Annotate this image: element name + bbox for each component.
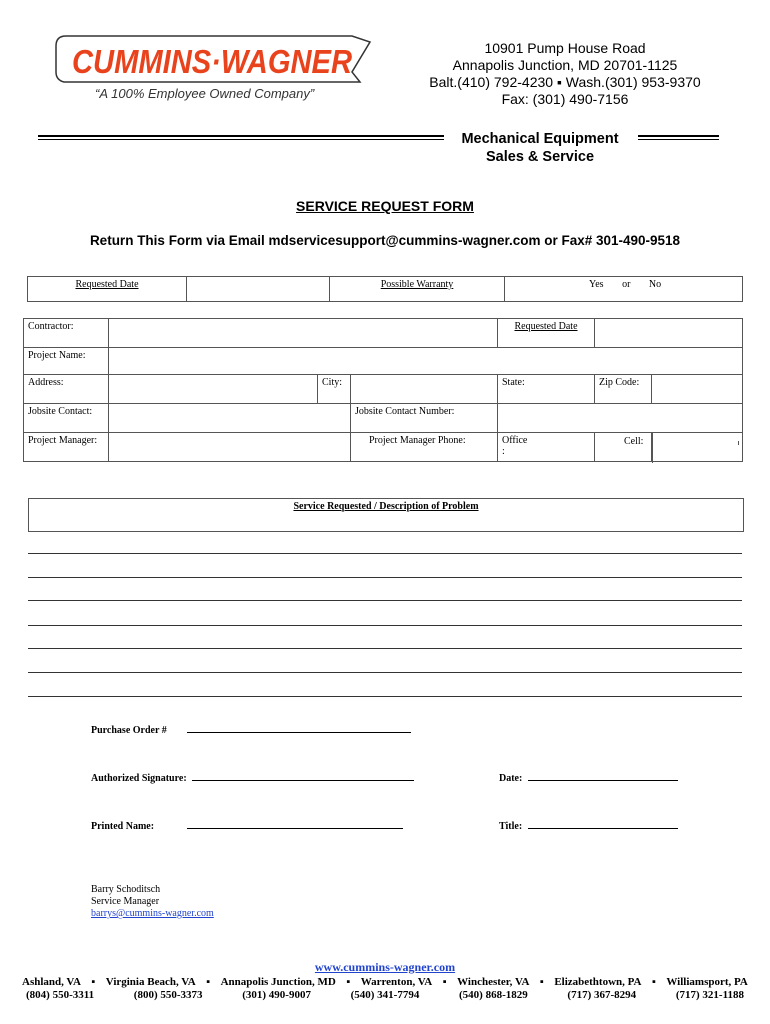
location: Virginia Beach, VA [105,976,196,988]
location: Winchester, VA [457,976,530,988]
authorized-signature-label: Authorized Signature: [91,773,187,784]
address-line: Balt.(410) 792-4230 ▪ Wash.(301) 953-9370 [429,74,701,90]
phone: (717) 367-8294 [567,989,637,1001]
title-row [499,818,678,832]
website-link[interactable]: www.cummins-wagner.com [314,960,456,974]
request-info-table [27,276,743,302]
contractor-label: Contractor: [24,319,109,348]
service-description-header: Service Requested / Description of Problem [293,501,479,512]
phone: (800) 550-3373 [133,989,203,1001]
contractor-field[interactable] [109,319,498,348]
purchase-order-label: Purchase Order # [91,725,167,736]
jobsite-contact-field[interactable] [109,404,351,433]
date-label: Date: [499,773,523,784]
purchase-order-field[interactable] [187,722,411,733]
locations-row [22,976,748,989]
requested-date-label: Requested Date [28,277,187,302]
company-address [400,40,730,108]
title-label: Title: [499,821,523,832]
phone: (804) 550-3311 [26,989,95,1001]
phone: (301) 490-9007 [242,989,311,1001]
description-line[interactable] [28,696,742,697]
phone: (540) 341-7794 [350,989,420,1001]
project-manager-label: Project Manager: [24,433,109,462]
division-label [440,130,640,166]
warranty-choice[interactable] [505,277,743,302]
project-name-label: Project Name: [24,348,109,375]
division-line: Sales & Service [485,149,595,165]
description-line[interactable] [28,672,742,673]
separator: ▪ [91,976,96,988]
location: Warrenton, VA [360,976,433,988]
printed-name-row [91,818,403,832]
header-rule-right [638,135,719,140]
jobsite-contact-number-field[interactable] [498,404,743,433]
address-line: Annapolis Junction, MD 20701-1125 [452,57,678,73]
printed-name-label: Printed Name: [91,821,155,832]
location: Ashland, VA [22,976,81,988]
requested-date-label-2: Requested Date [498,319,595,348]
form-title: SERVICE REQUEST FORM [296,198,474,214]
address-field[interactable] [109,375,318,404]
office-label-text: Office [502,435,528,446]
address-line: 10901 Pump House Road [484,40,646,56]
title-field[interactable] [528,818,678,829]
description-line[interactable] [28,600,742,601]
requested-date-field-2[interactable] [595,319,743,348]
office-label [498,433,595,462]
phone: (540) 868-1829 [459,989,528,1001]
location: Annapolis Junction, MD [220,976,336,988]
contact-email-link[interactable]: barrys@cummins-wagner.com [91,908,214,919]
service-description-box[interactable] [28,498,744,532]
description-line[interactable] [28,625,742,626]
project-manager-field[interactable] [109,433,351,462]
city-label: City: [318,375,351,404]
header-rule-left [38,135,444,140]
city-field[interactable] [351,375,498,404]
project-manager-phone-label: Project Manager Phone: [351,433,498,462]
service-manager-contact [91,884,214,920]
zip-field[interactable] [652,375,743,404]
separator: ▪ [539,976,544,988]
project-name-field[interactable] [109,348,743,375]
purchase-order-row [91,722,411,736]
phone: (717) 321-1188 [675,989,744,1001]
warranty-or: or [622,279,631,290]
cell-label-text: Cell: [624,436,644,447]
cell-divider [652,433,653,463]
authorized-signature-row [91,770,414,784]
warranty-no[interactable]: No [648,279,662,290]
address-line: Fax: (301) 490-7156 [501,91,629,107]
phones-row [22,989,748,1002]
division-line: Mechanical Equipment [461,131,619,147]
state-label: State: [498,375,595,404]
zip-label: Zip Code: [595,375,652,404]
separator: ▪ [206,976,211,988]
office-label-colon: : [502,446,505,457]
description-line[interactable] [28,648,742,649]
printed-name-field[interactable] [187,818,403,829]
cell-label [652,433,743,462]
separator: ▪ [651,976,656,988]
possible-warranty-label: Possible Warranty [330,277,505,302]
jobsite-contact-number-label: Jobsite Contact Number: [351,404,498,433]
jobsite-contact-label: Jobsite Contact: [24,404,109,433]
contact-name: Barry Schoditsch [91,884,161,895]
return-instruction: Return This Form via Email mdservicesupport@cummins-wagner.com or Fax# 301-490-9518 [89,233,681,248]
office-locations [22,976,748,1002]
separator: ▪ [442,976,447,988]
address-label: Address: [24,375,109,404]
company-tagline: “A 100% Employee Owned Company” [95,86,315,101]
date-row [499,770,678,784]
date-field[interactable] [528,770,678,781]
logo-text: CUMMINS·WAGNER [72,43,353,80]
warranty-yes[interactable]: Yes [589,279,604,290]
description-line[interactable] [28,577,742,578]
location: Williamsport, PA [666,976,748,988]
contact-role: Service Manager [91,896,160,907]
description-line[interactable] [28,553,742,554]
separator: ▪ [346,976,351,988]
requested-date-field[interactable] [187,277,330,302]
location: Elizabethtown, PA [554,976,642,988]
authorized-signature-field[interactable] [192,770,414,781]
